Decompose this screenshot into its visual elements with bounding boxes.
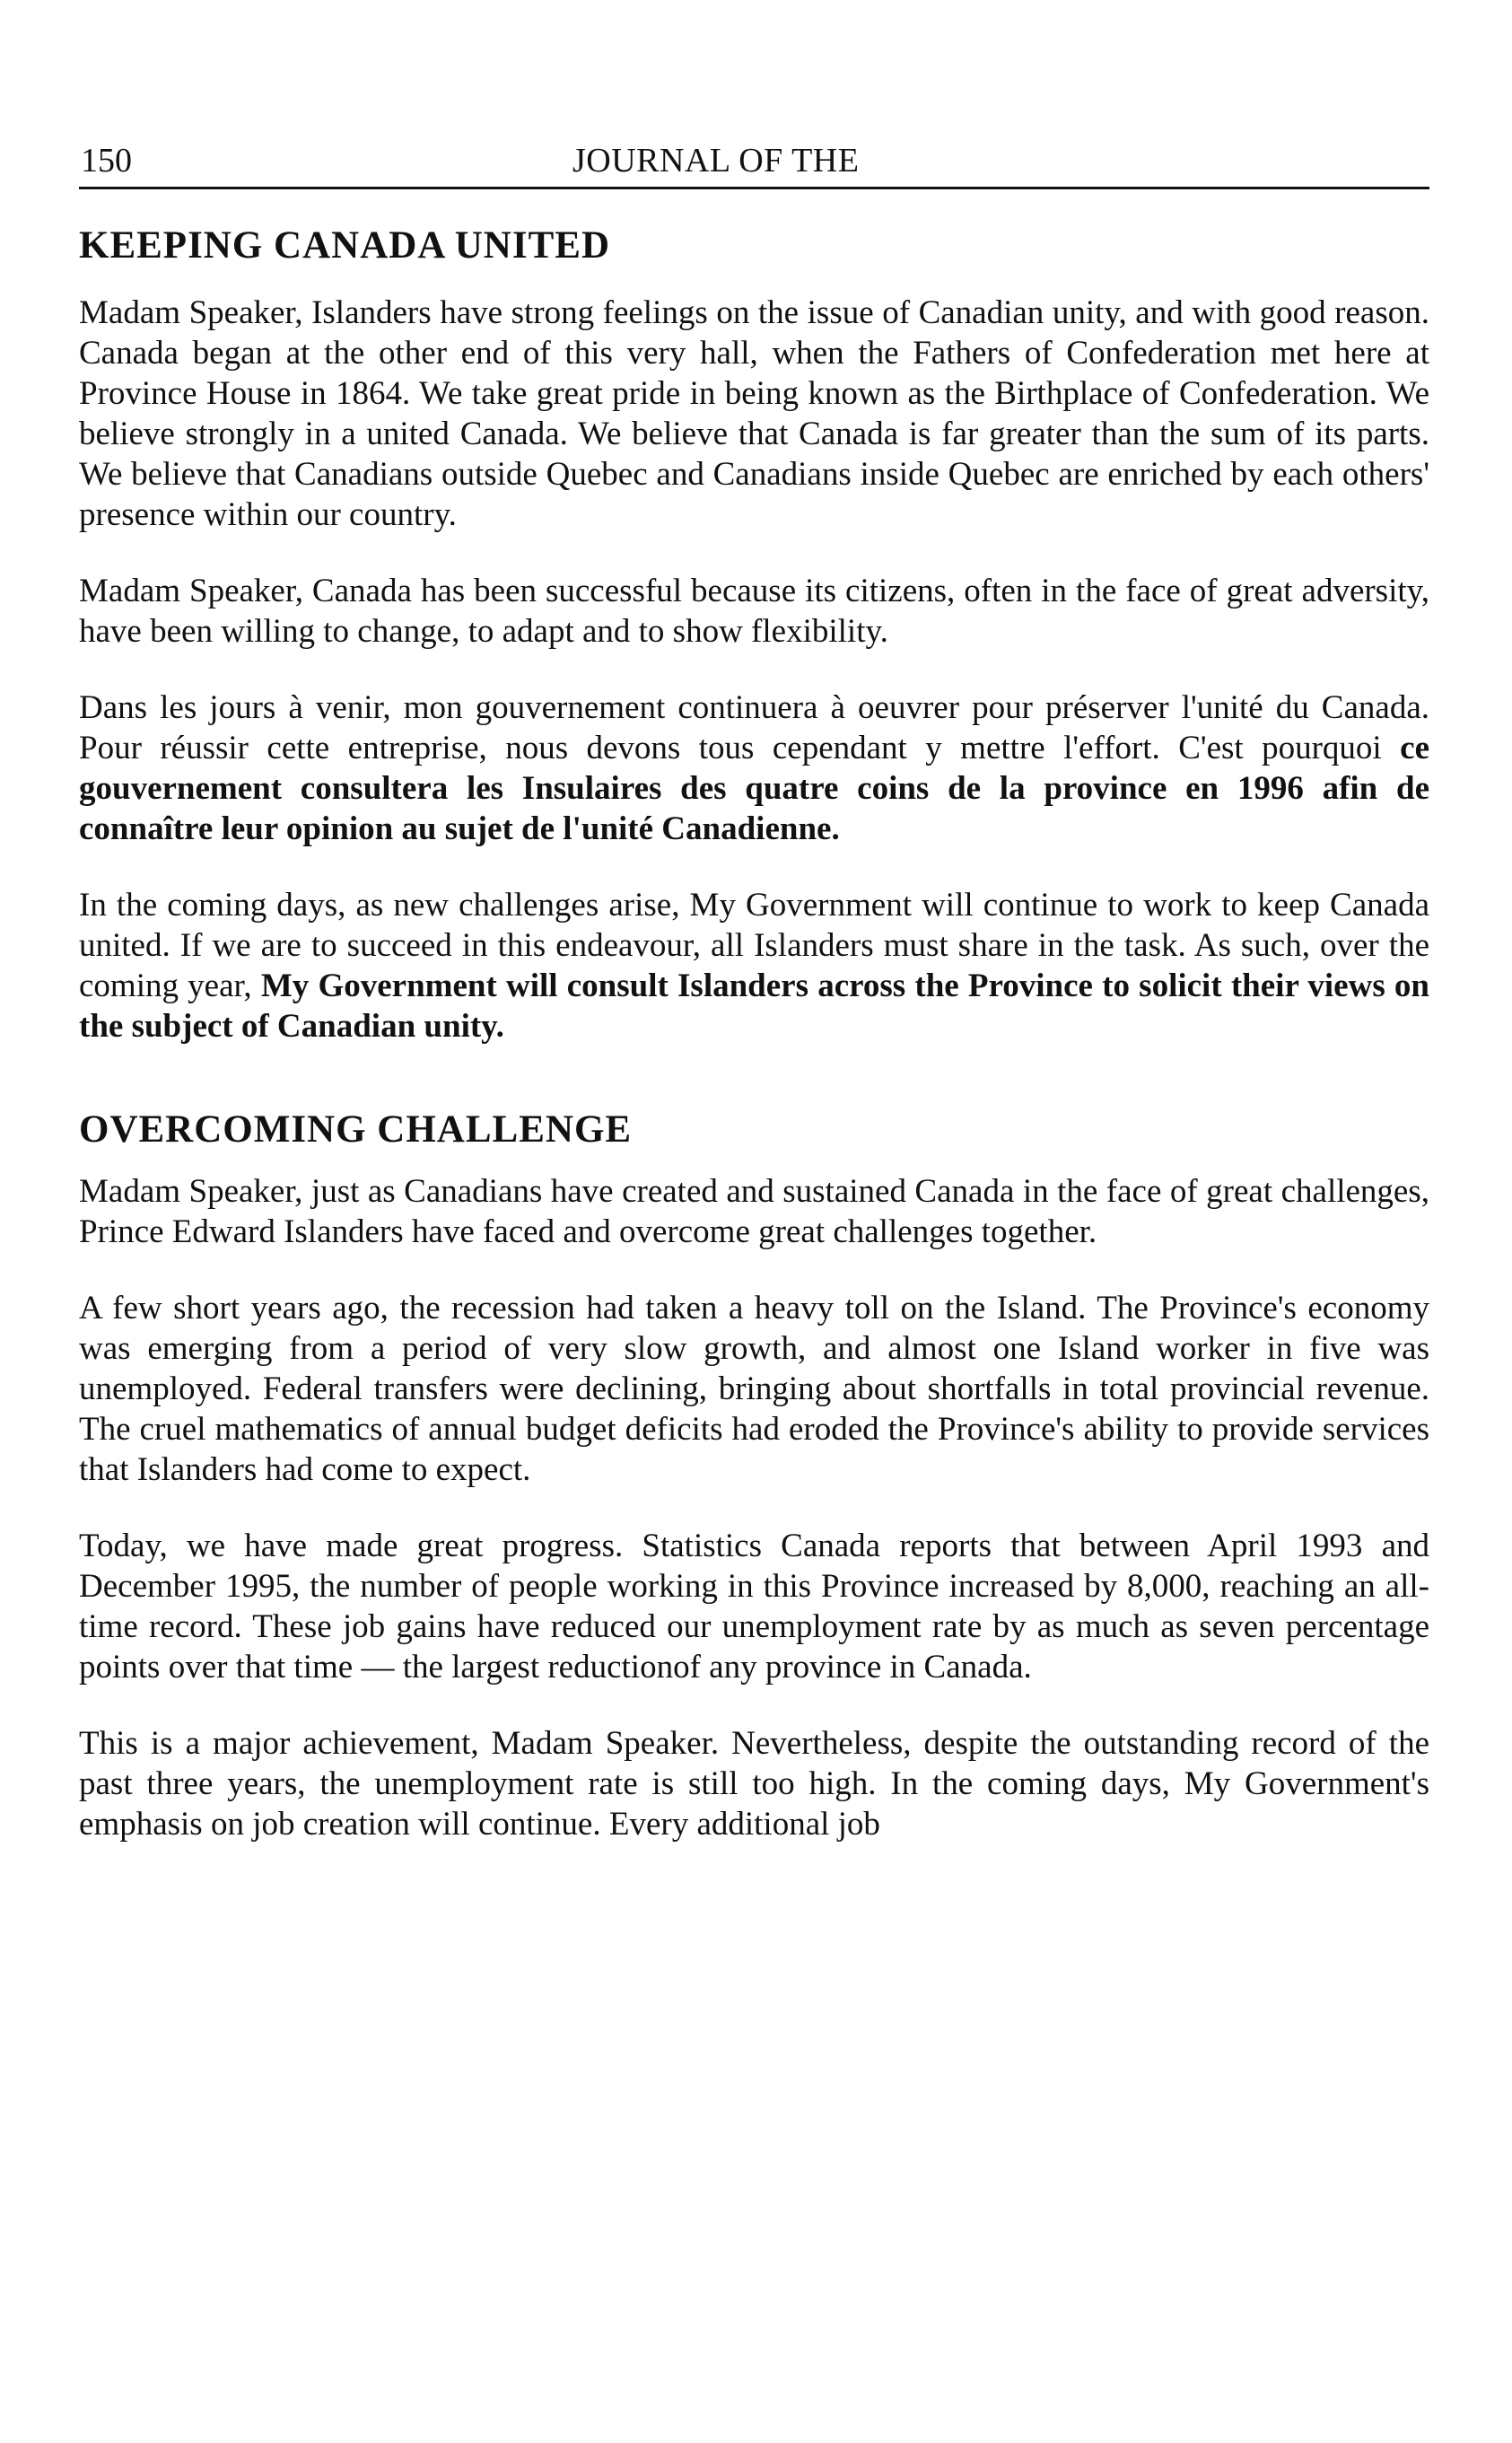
paragraph: Today, we have made great progress. Statistics Canada reports that between April 1993 and December 1995, the number of people working in this Province increased by 8,000, reaching an all-time record. These job gains have reduced our unemployment rate by as much as seven percentage points over that time — the largest reductionof any province in Canada. bbox=[79, 1528, 1429, 1686]
section-overcoming-challenge bbox=[79, 1108, 1429, 1844]
section-heading: KEEPING CANADA UNITED bbox=[79, 224, 611, 267]
section-heading: OVERCOMING CHALLENGE bbox=[79, 1108, 633, 1151]
journal-page bbox=[79, 135, 1429, 1844]
paragraph: Madam Speaker, Islanders have strong feelings on the issue of Canadian unity, and with good reason. Canada began at the other end of this very hall, when the Fathers of Confederation met here at Province House in 1864. We take great pride in being known as the Birthplace of Confederation. We believe strongly in a united Canada. We believe that Canada is far greater than the sum of its parts. We believe that Canadians outside Quebec and Canadians inside Quebec are enriched by each others' presence within our country. bbox=[79, 294, 1429, 533]
paragraph: In the coming days, as new challenges arise, My Government will continue to work to keep Canada united. If we are to succeed in this endeavour, all Islanders must share in the task. As such, over the coming year, My Government will consult Islanders across the Province to solicit their views on the subject of Canadian unity. bbox=[79, 887, 1430, 1045]
journal-title: JOURNAL OF THE bbox=[572, 142, 860, 180]
paragraph: A few short years ago, the recession had taken a heavy toll on the Island. The Province's economy was emerging from a period of very slow growth, and almost one Island worker in five was unemployed. Federal transfers were declining, bringing about shortfalls in total provincial revenue. The cruel mathematics of annual budget deficits had eroded the Province's ability to provide services that Islanders had come to expect. bbox=[79, 1290, 1429, 1488]
paragraph-french: Dans les jours à venir, mon gouvernement continuera à oeuvrer pour préserver l'unité du Canada. Pour réussir cette entreprise, nous devons tous cependant y mettre l'effort. C'est pourquoi ce gouvernement consultera les Insulaires des quatre coins de la province en 1996 afin de connaître leur opinion au sujet de l'unité Canadienne. bbox=[79, 689, 1429, 847]
bold-emphasis: ce gouvernement consultera les Insulaires des quatre coins de la province en 1996 afin de connaître leur opinion au sujet de l'unité Canadienne. bbox=[79, 730, 1429, 847]
page-number: 150 bbox=[81, 142, 132, 180]
paragraph: Madam Speaker, just as Canadians have created and sustained Canada in the face of great challenges, Prince Edward Islanders have faced and overcome great challenges together. bbox=[79, 1173, 1429, 1250]
section-keeping-canada-united bbox=[79, 223, 1429, 1046]
paragraph: This is a major achievement, Madam Speaker. Nevertheless, despite the outstanding record of the past three years, the unemployment rate is still too high. In the coming days, My Government's emphasis on job creation will continue. Every additional job bbox=[79, 1725, 1429, 1843]
bold-emphasis: My Government will consult Islanders across the Province to solicit their views on the subject of Canadian unity. bbox=[79, 968, 1430, 1045]
paragraph: Madam Speaker, Canada has been successful because its citizens, often in the face of great adversity, have been willing to change, to adapt and to show flexibility. bbox=[79, 573, 1429, 650]
running-head bbox=[79, 135, 1429, 189]
